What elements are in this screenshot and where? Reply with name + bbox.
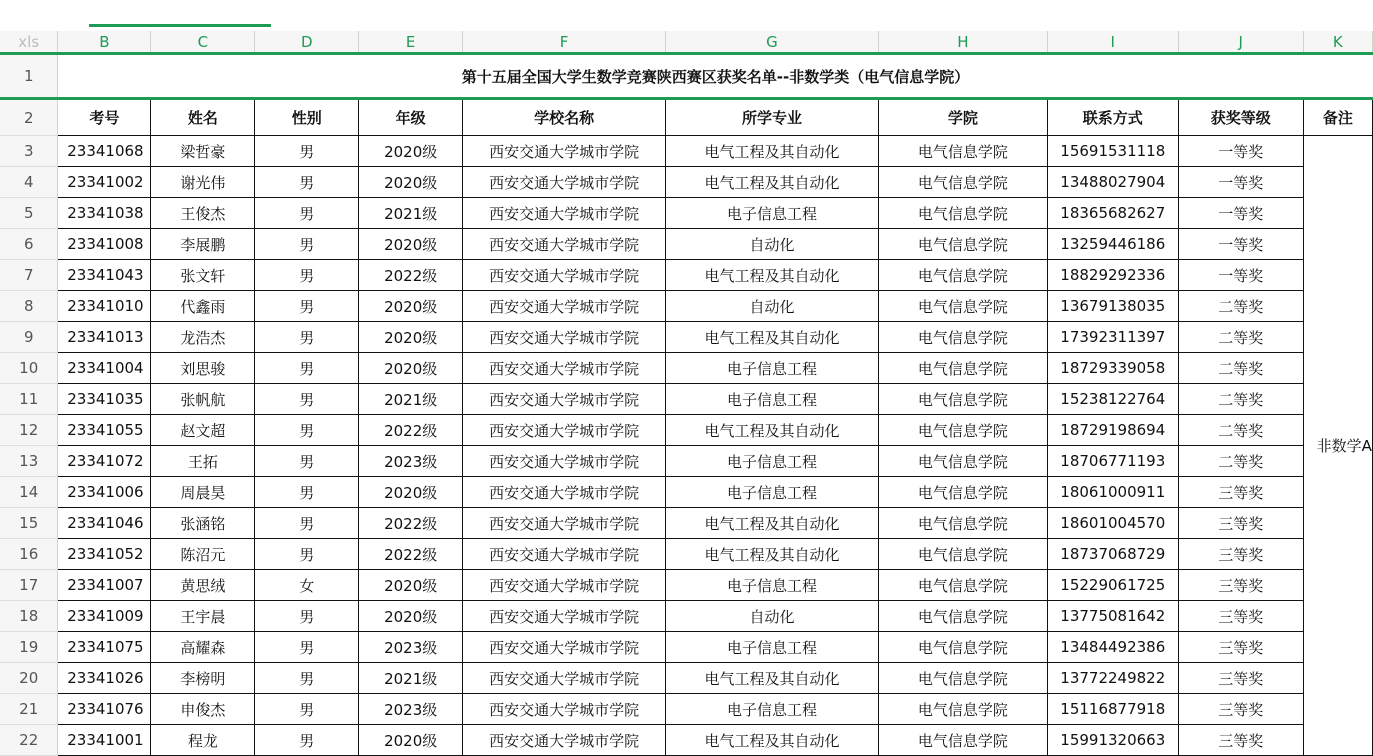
cell-school[interactable]: 西安交通大学城市学院 [463, 198, 666, 229]
cell-major[interactable]: 电气工程及其自动化 [666, 415, 879, 446]
cell-college[interactable]: 电气信息学院 [878, 508, 1047, 539]
cell-grade[interactable]: 2020级 [359, 601, 463, 632]
cell-award[interactable]: 一等奖 [1178, 198, 1303, 229]
cell-contact[interactable]: 13259446186 [1047, 229, 1178, 260]
cell-award[interactable]: 三等奖 [1178, 508, 1303, 539]
cell-award[interactable]: 三等奖 [1178, 663, 1303, 694]
table-row [0, 570, 1373, 601]
cell-grade[interactable]: 2022级 [359, 539, 463, 570]
row-header[interactable]: 12 [0, 415, 58, 446]
row-header[interactable]: 1 [0, 54, 58, 99]
cell-contact[interactable]: 13484492386 [1047, 632, 1178, 663]
row-header[interactable]: 22 [0, 725, 58, 756]
cell-major[interactable]: 电气工程及其自动化 [666, 322, 879, 353]
cell-major[interactable]: 电子信息工程 [666, 198, 879, 229]
cell-gender[interactable]: 男 [255, 384, 359, 415]
cell-name[interactable]: 高耀森 [151, 632, 255, 663]
table-row [0, 136, 1373, 167]
table-row [0, 632, 1373, 663]
cell-college[interactable]: 电气信息学院 [878, 322, 1047, 353]
table-row [0, 663, 1373, 694]
table-row [0, 260, 1373, 291]
cell-school[interactable]: 西安交通大学城市学院 [463, 601, 666, 632]
table-row [0, 291, 1373, 322]
cell-gender[interactable]: 男 [255, 415, 359, 446]
cell-major[interactable]: 电气工程及其自动化 [666, 663, 879, 694]
title-row [0, 54, 1373, 99]
cell-college[interactable]: 电气信息学院 [878, 291, 1047, 322]
header-cell-name[interactable]: 姓名 [151, 99, 255, 136]
cell-name[interactable]: 张文轩 [151, 260, 255, 291]
cell-contact[interactable]: 18365682627 [1047, 198, 1178, 229]
row-header[interactable]: 9 [0, 322, 58, 353]
cell-major[interactable]: 电子信息工程 [666, 353, 879, 384]
row-header[interactable]: 19 [0, 632, 58, 663]
cell-name[interactable]: 周晨昊 [151, 477, 255, 508]
cell-major[interactable]: 电子信息工程 [666, 477, 879, 508]
column-header-f[interactable]: F [463, 31, 666, 54]
row-header[interactable]: 14 [0, 477, 58, 508]
cell-grade[interactable]: 2020级 [359, 229, 463, 260]
cell-gender[interactable]: 男 [255, 601, 359, 632]
cell-college[interactable]: 电气信息学院 [878, 167, 1047, 198]
cell-major[interactable]: 自动化 [666, 601, 879, 632]
cell-major[interactable]: 电气工程及其自动化 [666, 508, 879, 539]
cell-college[interactable]: 电气信息学院 [878, 601, 1047, 632]
cell-contact[interactable]: 15991320663 [1047, 725, 1178, 756]
cell-gender[interactable]: 男 [255, 322, 359, 353]
cell-grade[interactable]: 2021级 [359, 384, 463, 415]
cell-name[interactable]: 张涵铭 [151, 508, 255, 539]
cell-name[interactable]: 申俊杰 [151, 694, 255, 725]
cell-college[interactable]: 电气信息学院 [878, 415, 1047, 446]
cell-college[interactable]: 电气信息学院 [878, 446, 1047, 477]
table-row [0, 539, 1373, 570]
cell-school[interactable]: 西安交通大学城市学院 [463, 136, 666, 167]
cell-contact[interactable]: 15229061725 [1047, 570, 1178, 601]
column-header-row [0, 31, 1373, 54]
cell-name[interactable]: 代鑫雨 [151, 291, 255, 322]
cell-exam-no[interactable]: 23341006 [58, 477, 151, 508]
cell-award[interactable]: 二等奖 [1178, 291, 1303, 322]
cell-name[interactable]: 李榜明 [151, 663, 255, 694]
cell-school[interactable]: 西安交通大学城市学院 [463, 260, 666, 291]
cell-contact[interactable]: 18737068729 [1047, 539, 1178, 570]
row-header[interactable]: 17 [0, 570, 58, 601]
cell-contact[interactable]: 15238122764 [1047, 384, 1178, 415]
cell-exam-no[interactable]: 23341002 [58, 167, 151, 198]
header-cell-contact[interactable]: 联系方式 [1047, 99, 1178, 136]
cell-exam-no[interactable]: 23341026 [58, 663, 151, 694]
cell-major[interactable]: 自动化 [666, 291, 879, 322]
cell-major[interactable]: 电子信息工程 [666, 694, 879, 725]
row-header[interactable]: 13 [0, 446, 58, 477]
table-row [0, 167, 1373, 198]
cell-award[interactable]: 三等奖 [1178, 570, 1303, 601]
cell-award[interactable]: 三等奖 [1178, 694, 1303, 725]
toolbar-area [0, 0, 1373, 31]
column-header-d[interactable]: D [255, 31, 359, 54]
cell-award[interactable]: 二等奖 [1178, 384, 1303, 415]
cell-contact[interactable]: 18729198694 [1047, 415, 1178, 446]
cell-exam-no[interactable]: 23341043 [58, 260, 151, 291]
cell-exam-no[interactable]: 23341010 [58, 291, 151, 322]
cell-school[interactable]: 西安交通大学城市学院 [463, 570, 666, 601]
header-cell-gender[interactable]: 性别 [255, 99, 359, 136]
cell-award[interactable]: 二等奖 [1178, 353, 1303, 384]
row-header[interactable]: 4 [0, 167, 58, 198]
cell-grade[interactable]: 2020级 [359, 136, 463, 167]
cell-award[interactable]: 三等奖 [1178, 601, 1303, 632]
cell-grade[interactable]: 2023级 [359, 446, 463, 477]
cell-name[interactable]: 王宇晨 [151, 601, 255, 632]
cell-contact[interactable]: 18061000911 [1047, 477, 1178, 508]
column-header-g[interactable]: G [666, 31, 879, 54]
cell-name[interactable]: 王俊杰 [151, 198, 255, 229]
cell-award[interactable]: 三等奖 [1178, 477, 1303, 508]
cell-major[interactable]: 电子信息工程 [666, 632, 879, 663]
row-header[interactable]: 7 [0, 260, 58, 291]
cell-school[interactable]: 西安交通大学城市学院 [463, 291, 666, 322]
cell-contact[interactable]: 15116877918 [1047, 694, 1178, 725]
cell-school[interactable]: 西安交通大学城市学院 [463, 322, 666, 353]
header-cell-school[interactable]: 学校名称 [463, 99, 666, 136]
cell-grade[interactable]: 2020级 [359, 725, 463, 756]
cell-grade[interactable]: 2020级 [359, 291, 463, 322]
table-row [0, 353, 1373, 384]
cell-college[interactable]: 电气信息学院 [878, 539, 1047, 570]
cell-name[interactable]: 龙浩杰 [151, 322, 255, 353]
column-header-h[interactable]: H [878, 31, 1047, 54]
cell-college[interactable]: 电气信息学院 [878, 136, 1047, 167]
cell-college[interactable]: 电气信息学院 [878, 632, 1047, 663]
table-row [0, 446, 1373, 477]
cell-major[interactable]: 电子信息工程 [666, 384, 879, 415]
row-header[interactable]: 20 [0, 663, 58, 694]
cell-gender[interactable]: 男 [255, 446, 359, 477]
column-header-e[interactable]: E [359, 31, 463, 54]
cell-award[interactable]: 三等奖 [1178, 539, 1303, 570]
table-header-row [0, 99, 1373, 136]
cell-grade[interactable]: 2021级 [359, 198, 463, 229]
cell-school[interactable]: 西安交通大学城市学院 [463, 167, 666, 198]
spreadsheet-grid [0, 31, 1373, 756]
cell-exam-no[interactable]: 23341052 [58, 539, 151, 570]
cell-gender[interactable]: 女 [255, 570, 359, 601]
row-header[interactable]: 10 [0, 353, 58, 384]
cell-exam-no[interactable]: 23341055 [58, 415, 151, 446]
cell-school[interactable]: 西安交通大学城市学院 [463, 446, 666, 477]
table-row [0, 322, 1373, 353]
cell-school[interactable]: 西安交通大学城市学院 [463, 539, 666, 570]
cell-college[interactable]: 电气信息学院 [878, 570, 1047, 601]
cell-major[interactable]: 自动化 [666, 229, 879, 260]
cell-name[interactable]: 陈沼元 [151, 539, 255, 570]
cell-college[interactable]: 电气信息学院 [878, 229, 1047, 260]
cell-gender[interactable]: 男 [255, 632, 359, 663]
header-cell-grade[interactable]: 年级 [359, 99, 463, 136]
cell-gender[interactable]: 男 [255, 539, 359, 570]
table-row [0, 725, 1373, 756]
row-header[interactable]: 2 [0, 99, 58, 136]
cell-contact[interactable]: 18829292336 [1047, 260, 1178, 291]
cell-award[interactable]: 二等奖 [1178, 415, 1303, 446]
cell-award[interactable]: 一等奖 [1178, 136, 1303, 167]
cell-grade[interactable]: 2020级 [359, 477, 463, 508]
cell-gender[interactable]: 男 [255, 353, 359, 384]
table-row [0, 384, 1373, 415]
cell-school[interactable]: 西安交通大学城市学院 [463, 632, 666, 663]
table-row [0, 508, 1373, 539]
cell-gender[interactable]: 男 [255, 136, 359, 167]
cell-major[interactable]: 电气工程及其自动化 [666, 167, 879, 198]
remark-merged-cell[interactable]: 非数学A [1303, 136, 1372, 756]
sheet-title-cell[interactable]: 第十五届全国大学生数学竞赛陕西赛区获奖名单--非数学类（电气信息学院） [58, 54, 1373, 99]
cell-exam-no[interactable]: 23341068 [58, 136, 151, 167]
cell-major[interactable]: 电子信息工程 [666, 446, 879, 477]
cell-college[interactable]: 电气信息学院 [878, 260, 1047, 291]
cell-gender[interactable]: 男 [255, 291, 359, 322]
header-cell-college[interactable]: 学院 [878, 99, 1047, 136]
cell-contact[interactable]: 13775081642 [1047, 601, 1178, 632]
cell-grade[interactable]: 2023级 [359, 632, 463, 663]
cell-major[interactable]: 电气工程及其自动化 [666, 136, 879, 167]
cell-gender[interactable]: 男 [255, 260, 359, 291]
cell-gender[interactable]: 男 [255, 198, 359, 229]
cell-grade[interactable]: 2022级 [359, 508, 463, 539]
cell-exam-no[interactable]: 23341072 [58, 446, 151, 477]
row-header[interactable]: 11 [0, 384, 58, 415]
row-header[interactable]: 5 [0, 198, 58, 229]
cell-grade[interactable]: 2020级 [359, 167, 463, 198]
cell-award[interactable]: 一等奖 [1178, 167, 1303, 198]
cell-award[interactable]: 三等奖 [1178, 725, 1303, 756]
cell-major[interactable]: 电子信息工程 [666, 570, 879, 601]
cell-school[interactable]: 西安交通大学城市学院 [463, 384, 666, 415]
cell-award[interactable]: 一等奖 [1178, 260, 1303, 291]
cell-college[interactable]: 电气信息学院 [878, 725, 1047, 756]
cell-award[interactable]: 一等奖 [1178, 229, 1303, 260]
table-row [0, 601, 1373, 632]
cell-contact[interactable]: 13772249822 [1047, 663, 1178, 694]
table-row [0, 198, 1373, 229]
cell-award[interactable]: 二等奖 [1178, 322, 1303, 353]
cell-exam-no[interactable]: 23341009 [58, 601, 151, 632]
header-cell-exam-no[interactable]: 考号 [58, 99, 151, 136]
cell-exam-no[interactable]: 23341038 [58, 198, 151, 229]
cell-college[interactable]: 电气信息学院 [878, 198, 1047, 229]
cell-major[interactable]: 电气工程及其自动化 [666, 260, 879, 291]
cell-exam-no[interactable]: 23341046 [58, 508, 151, 539]
cell-grade[interactable]: 2023级 [359, 694, 463, 725]
cell-contact[interactable]: 13679138035 [1047, 291, 1178, 322]
column-header-b[interactable]: B [58, 31, 151, 54]
cell-name[interactable]: 黄思绒 [151, 570, 255, 601]
cell-major[interactable]: 电气工程及其自动化 [666, 539, 879, 570]
header-cell-major[interactable]: 所学专业 [666, 99, 879, 136]
row-header[interactable]: 6 [0, 229, 58, 260]
cell-name[interactable]: 李展鹏 [151, 229, 255, 260]
row-header[interactable]: 8 [0, 291, 58, 322]
cell-college[interactable]: 电气信息学院 [878, 353, 1047, 384]
row-header[interactable]: 16 [0, 539, 58, 570]
row-header[interactable]: 21 [0, 694, 58, 725]
column-header-k[interactable]: K [1303, 31, 1372, 54]
column-header-j[interactable]: J [1178, 31, 1303, 54]
cell-college[interactable]: 电气信息学院 [878, 384, 1047, 415]
cell-gender[interactable]: 男 [255, 477, 359, 508]
cell-college[interactable]: 电气信息学院 [878, 694, 1047, 725]
cell-contact[interactable]: 18729339058 [1047, 353, 1178, 384]
cell-name[interactable]: 谢光伟 [151, 167, 255, 198]
cell-school[interactable]: 西安交通大学城市学院 [463, 663, 666, 694]
cell-name[interactable]: 张帆航 [151, 384, 255, 415]
table-row [0, 694, 1373, 725]
cell-grade[interactable]: 2022级 [359, 260, 463, 291]
table-row [0, 229, 1373, 260]
table-row [0, 477, 1373, 508]
cell-major[interactable]: 电气工程及其自动化 [666, 725, 879, 756]
cell-school[interactable]: 西安交通大学城市学院 [463, 694, 666, 725]
cell-exam-no[interactable]: 23341076 [58, 694, 151, 725]
cell-grade[interactable]: 2021级 [359, 663, 463, 694]
column-header-c[interactable]: C [151, 31, 255, 54]
cell-gender[interactable]: 男 [255, 508, 359, 539]
row-header[interactable]: 3 [0, 136, 58, 167]
cell-school[interactable]: 西安交通大学城市学院 [463, 229, 666, 260]
cell-exam-no[interactable]: 23341008 [58, 229, 151, 260]
cell-grade[interactable]: 2020级 [359, 353, 463, 384]
cell-exam-no[interactable]: 23341001 [58, 725, 151, 756]
cell-name[interactable]: 刘思骏 [151, 353, 255, 384]
cell-contact[interactable]: 17392311397 [1047, 322, 1178, 353]
header-cell-award[interactable]: 获奖等级 [1178, 99, 1303, 136]
cell-exam-no[interactable]: 23341075 [58, 632, 151, 663]
cell-college[interactable]: 电气信息学院 [878, 663, 1047, 694]
cell-exam-no[interactable]: 23341013 [58, 322, 151, 353]
row-header[interactable]: 15 [0, 508, 58, 539]
cell-school[interactable]: 西安交通大学城市学院 [463, 725, 666, 756]
active-tab-indicator [89, 24, 271, 27]
select-all-corner[interactable]: xls [0, 31, 58, 54]
cell-name[interactable]: 程龙 [151, 725, 255, 756]
cell-college[interactable]: 电气信息学院 [878, 477, 1047, 508]
cell-grade[interactable]: 2020级 [359, 570, 463, 601]
cell-gender[interactable]: 男 [255, 229, 359, 260]
cell-gender[interactable]: 男 [255, 663, 359, 694]
cell-exam-no[interactable]: 23341007 [58, 570, 151, 601]
cell-school[interactable]: 西安交通大学城市学院 [463, 415, 666, 446]
cell-contact[interactable]: 18706771193 [1047, 446, 1178, 477]
cell-school[interactable]: 西安交通大学城市学院 [463, 353, 666, 384]
cell-award[interactable]: 二等奖 [1178, 446, 1303, 477]
cell-exam-no[interactable]: 23341035 [58, 384, 151, 415]
cell-gender[interactable]: 男 [255, 694, 359, 725]
cell-gender[interactable]: 男 [255, 725, 359, 756]
cell-grade[interactable]: 2020级 [359, 322, 463, 353]
cell-grade[interactable]: 2022级 [359, 415, 463, 446]
row-header[interactable]: 18 [0, 601, 58, 632]
column-header-i[interactable]: I [1047, 31, 1178, 54]
cell-award[interactable]: 三等奖 [1178, 632, 1303, 663]
cell-contact[interactable]: 15691531118 [1047, 136, 1178, 167]
cell-gender[interactable]: 男 [255, 167, 359, 198]
cell-school[interactable]: 西安交通大学城市学院 [463, 508, 666, 539]
cell-name[interactable]: 赵文超 [151, 415, 255, 446]
cell-school[interactable]: 西安交通大学城市学院 [463, 477, 666, 508]
table-row [0, 415, 1373, 446]
cell-name[interactable]: 梁哲豪 [151, 136, 255, 167]
cell-exam-no[interactable]: 23341004 [58, 353, 151, 384]
cell-name[interactable]: 王拓 [151, 446, 255, 477]
cell-contact[interactable]: 13488027904 [1047, 167, 1178, 198]
cell-contact[interactable]: 18601004570 [1047, 508, 1178, 539]
header-cell-remark[interactable]: 备注 [1303, 99, 1372, 136]
